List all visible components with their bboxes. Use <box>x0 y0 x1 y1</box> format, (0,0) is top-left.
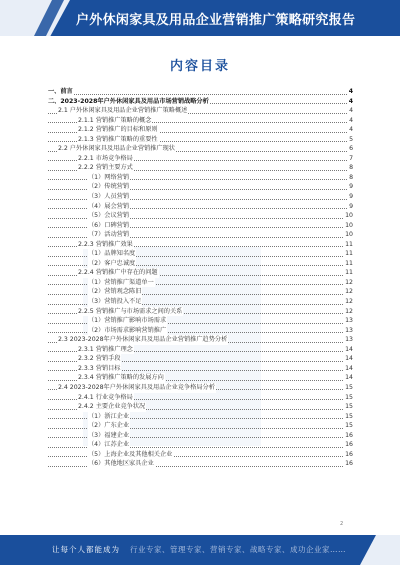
toc-entry-page: 12 <box>345 278 353 286</box>
header-banner <box>0 0 400 36</box>
toc-entry-text: （4）展会营销 <box>88 202 130 210</box>
toc-entry-text: （3）营销投入不足 <box>88 298 142 306</box>
toc-entry-text: 2.1 户外休闲家具及用品企业营销推广策略概述 <box>58 107 188 115</box>
toc-entry-page: 11 <box>345 250 353 258</box>
toc-entry[interactable] <box>48 421 353 431</box>
toc-entry-text: （6）其他地区家具企业 <box>88 460 154 468</box>
toc-entry[interactable] <box>48 373 353 383</box>
toc-entry-page: 13 <box>345 326 353 334</box>
toc-entry[interactable] <box>48 402 353 412</box>
toc-entry-text: 2.2.5 营销推广与市场需求之间的关系 <box>78 307 183 315</box>
toc-entry[interactable] <box>48 326 353 336</box>
toc-entry-page: 14 <box>345 374 353 382</box>
toc-entry-text: 2.1.1 营销推广策略的概念 <box>78 116 152 124</box>
toc-entry-page: 15 <box>345 403 353 411</box>
toc-entry[interactable] <box>48 345 353 355</box>
toc-entry-page: 14 <box>345 345 353 353</box>
page-number: 2 <box>340 521 344 527</box>
toc-entry-page: 4 <box>349 126 353 134</box>
toc-entry-text: 2.2 户外休闲家具及用品企业营销推广现状 <box>58 145 175 153</box>
toc-entry-text: （6）口碑营销 <box>88 221 130 229</box>
toc-entry-page: 9 <box>349 193 353 201</box>
toc-entry-page: 12 <box>345 288 353 296</box>
toc-entry-page: 10 <box>345 221 353 229</box>
toc-entry-text: （1）营销推广渠道单一 <box>88 278 154 286</box>
toc-entry-text: （2）传统营销 <box>88 183 130 191</box>
toc-entry-page: 14 <box>345 364 353 372</box>
toc-entry[interactable] <box>48 144 353 154</box>
toc-entry[interactable] <box>48 87 353 97</box>
toc-entry[interactable] <box>48 316 353 326</box>
toc-entry-text: （1）网络营销 <box>88 173 130 181</box>
toc-entry-page: 10 <box>345 231 353 239</box>
toc-entry-page: 16 <box>345 441 353 449</box>
toc-entry[interactable] <box>48 431 353 441</box>
toc-heading: 内容目录 <box>169 59 230 74</box>
toc-entry-text: 2.3 2023-2028年户外休闲家具及用品企业营销推广趋势分析 <box>58 336 228 344</box>
toc-leader-dots <box>48 94 347 95</box>
toc-entry-page: 10 <box>345 212 353 220</box>
toc-entry[interactable] <box>48 459 353 469</box>
toc-entry[interactable] <box>48 249 353 259</box>
toc-entry-text: （2）客户忠诚度 <box>88 259 136 267</box>
toc-entry-text: 2.4 2023-2028年户外休闲家具及用品企业竞争格局分析 <box>58 383 215 391</box>
toc-entry[interactable] <box>48 125 353 135</box>
toc-entry-page: 5 <box>349 135 353 143</box>
toc-entry[interactable] <box>48 116 353 126</box>
toc-entry-page: 7 <box>349 154 353 162</box>
toc-entry-page: 11 <box>345 240 353 248</box>
toc-entry[interactable] <box>48 412 353 422</box>
toc-entry-page: 4 <box>349 116 353 124</box>
toc-entry-text: 2.4.1 行业竞争格局 <box>78 393 133 401</box>
toc-entry-page: 4 <box>349 107 353 115</box>
toc-entry-page: 16 <box>345 460 353 468</box>
toc-entry-text: 2.2.4 营销推广中存在的问题 <box>78 269 158 277</box>
toc-entry-text: （2）广东企业 <box>88 422 130 430</box>
toc-entry-page: 11 <box>345 259 353 267</box>
toc-entry-page: 15 <box>345 383 353 391</box>
toc-entry-page: 16 <box>345 450 353 458</box>
toc-entry-page: 12 <box>345 298 353 306</box>
toc-entry[interactable] <box>48 297 353 307</box>
toc-entry-page: 9 <box>349 183 353 191</box>
toc-entry-page: 15 <box>345 412 353 420</box>
toc-entry[interactable] <box>48 230 353 240</box>
footer-accent-shape <box>360 535 400 565</box>
toc-entry[interactable] <box>48 259 353 269</box>
toc-entry-text: 2.1.3 营销推广策略的重要性 <box>78 135 158 143</box>
toc-entry-page: 13 <box>345 336 353 344</box>
toc-entry[interactable] <box>48 182 353 192</box>
toc-entry[interactable] <box>48 268 353 278</box>
toc-entry[interactable] <box>48 364 353 374</box>
toc-entry-text: 2.3.2 营销手段 <box>78 355 121 363</box>
toc-entry-text: （3）福建企业 <box>88 431 130 439</box>
toc-entry[interactable] <box>48 97 353 107</box>
toc-entry-text: 2.3.3 营销目标 <box>78 364 121 372</box>
toc-entry[interactable] <box>48 106 353 116</box>
toc-entry[interactable] <box>48 393 353 403</box>
toc-entry-page: 14 <box>345 355 353 363</box>
toc-entry-page: 15 <box>345 422 353 430</box>
toc-entry-text: （1）品牌知名度 <box>88 250 136 258</box>
toc-entry-text: （3）人员营销 <box>88 193 130 201</box>
toc-entry-text: （4）江苏企业 <box>88 441 130 449</box>
report-title: 户外休闲家具及用品企业营销推广策略研究报告 <box>76 13 356 28</box>
toc-entry-text: （1）营销推广影响市场需求 <box>88 317 167 325</box>
toc-entry-text: （5）上海企业及其他相关企业 <box>88 450 173 458</box>
toc-entry-text: 2.2.1 市场竞争格局 <box>78 154 133 162</box>
footer-slogan: 让每个人都能成为 <box>52 545 120 554</box>
toc-entry-page: 11 <box>345 269 353 277</box>
toc-entry-page: 4 <box>348 97 353 105</box>
toc-entry-text: 2.3.4 营销推广策略的发展方向 <box>78 374 164 382</box>
toc-entry[interactable] <box>48 335 353 345</box>
toc-entry-text: （1）浙江企业 <box>88 412 130 420</box>
toc-entry[interactable] <box>48 221 353 231</box>
toc-entry-page: 12 <box>345 307 353 315</box>
toc-entry[interactable] <box>48 307 353 317</box>
toc-entry-text: 2.2.3 营销推广效果 <box>78 240 133 248</box>
toc-entry[interactable] <box>48 211 353 221</box>
toc-entry-page: 15 <box>345 393 353 401</box>
toc-entry[interactable] <box>48 163 353 173</box>
toc-entry-page: 6 <box>349 145 353 153</box>
toc-entry-text: 2.3.1 营销推广理念 <box>78 345 133 353</box>
toc-entry[interactable] <box>48 440 353 450</box>
toc-entry[interactable] <box>48 154 353 164</box>
toc-entry-text: 2.1.2 营销推广的目标和原则 <box>78 126 158 134</box>
toc-entry-page: 9 <box>349 202 353 210</box>
footer-tagline: 行业专家、管理专家、营销专家、战略专家、成功企业家…… <box>130 545 346 554</box>
toc-entry-text: （7）活动营销 <box>88 231 130 239</box>
toc-entry[interactable] <box>48 450 353 460</box>
toc-entry-text: 二、2023-2028年户外休闲家具及用品市场营销战略分析 <box>48 97 209 105</box>
toc-entry[interactable] <box>48 383 353 393</box>
toc-entry-text: 一、前言 <box>48 88 73 95</box>
toc-entry-page: 8 <box>349 173 353 181</box>
toc-entry-text: 2.4.2 主要企业竞争状况 <box>78 403 146 411</box>
toc-entry-page: 13 <box>345 317 353 325</box>
toc-entry[interactable] <box>48 202 353 212</box>
toc-entry[interactable] <box>48 354 353 364</box>
footer-banner <box>0 535 400 565</box>
toc-entry-text: 2.2.2 营销主要方式 <box>78 164 133 172</box>
toc-entry-page: 8 <box>349 164 353 172</box>
toc-entry[interactable] <box>48 287 353 297</box>
toc-entry[interactable] <box>48 192 353 202</box>
toc-entry[interactable] <box>48 135 353 145</box>
toc-entry-text: （5）会议营销 <box>88 212 130 220</box>
table-of-contents <box>48 87 353 469</box>
toc-entry[interactable] <box>48 173 353 183</box>
toc-entry-text: （2）市场需求影响营销推广 <box>88 326 167 334</box>
toc-entry-page: 16 <box>345 431 353 439</box>
toc-entry[interactable] <box>48 278 353 288</box>
toc-entry-page: 4 <box>348 88 353 95</box>
toc-entry[interactable] <box>48 240 353 250</box>
toc-entry-text: （2）营销观念陈旧 <box>88 288 142 296</box>
